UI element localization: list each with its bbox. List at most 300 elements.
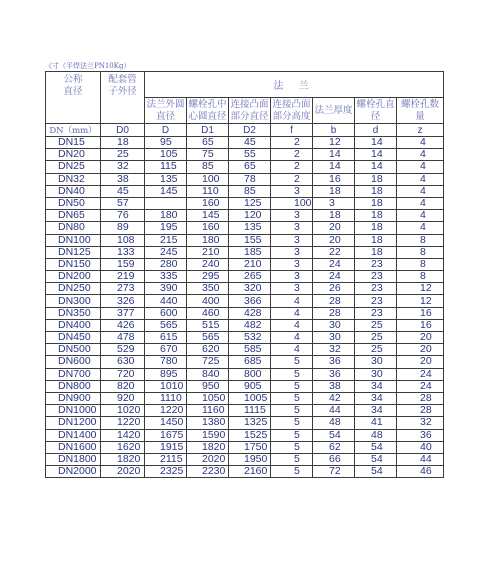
table-row [46,319,444,331]
table-cell: 1950 [229,453,271,465]
table-cell: 1115 [229,405,271,417]
table-cell: 32 [397,417,444,429]
table-cell: DN300 [46,295,101,307]
table-body [46,137,444,478]
table-cell: 326 [101,295,145,307]
table-cell: DN65 [46,210,101,222]
table-cell: 895 [145,368,187,380]
table-cell: 115 [145,161,187,173]
table-cell: 20 [313,234,355,246]
table-cell: 532 [229,332,271,344]
table-cell: 905 [229,380,271,392]
table-cell: 14 [313,149,355,161]
table-cell: 390 [145,283,187,295]
table-cell: 22 [313,246,355,258]
symbol-cell: D [145,124,187,137]
table-cell [145,197,187,209]
table-cell: DN20 [46,149,101,161]
table-cell: DN1400 [46,429,101,441]
table-cell: 3 [271,246,313,258]
table-row [46,466,444,478]
table-cell: 335 [145,271,187,283]
table-row [46,222,444,234]
table-cell: 2020 [187,453,229,465]
table-cell: 400 [187,295,229,307]
table-cell: 210 [187,246,229,258]
table-cell: 2020 [101,466,145,478]
header-bolt-circle-diameter: 螺栓孔中 心圆直径 [188,98,227,122]
table-cell: 30 [355,368,397,380]
table-cell: 24 [397,368,444,380]
table-cell: 30 [313,319,355,331]
table-cell: 3 [271,210,313,222]
table-row [46,271,444,283]
table-cell: 44 [313,405,355,417]
table-cell: 565 [187,332,229,344]
table-cell: DN1200 [46,417,101,429]
table-cell: 14 [355,137,397,149]
table-cell: 12 [397,295,444,307]
table-cell: 245 [145,246,187,258]
table-cell: 135 [229,222,271,234]
table-cell: 5 [271,368,313,380]
table-cell: 160 [187,222,229,234]
table-caption: 《寸（平焊法兰PN10Kg） [45,62,131,70]
flange-spec-table [45,71,444,478]
table-cell: 440 [145,295,187,307]
table-cell: DN40 [46,185,101,197]
table-cell: DN32 [46,173,101,185]
table-cell: 1020 [101,405,145,417]
table-cell: 38 [101,173,145,185]
symbol-row [46,124,444,137]
table-cell: 62 [313,441,355,453]
table-cell: 108 [101,234,145,246]
table-cell: 280 [145,258,187,270]
header-bolt-hole-diameter: 螺栓孔直 径 [356,98,395,122]
table-cell: 1820 [187,441,229,453]
table-row [46,210,444,222]
table-cell: 159 [101,258,145,270]
table-cell: 4 [397,210,444,222]
table-row [46,356,444,368]
table-cell: 18 [355,234,397,246]
table-cell: 57 [101,197,145,209]
table-cell: 273 [101,283,145,295]
table-cell: DN900 [46,392,101,404]
table-cell: 48 [355,429,397,441]
table-cell: 2 [271,137,313,149]
table-row [46,283,444,295]
table-cell: 89 [101,222,145,234]
table-row [46,149,444,161]
table-cell: 366 [229,295,271,307]
table-cell: 2 [271,149,313,161]
table-cell: 4 [397,185,444,197]
symbol-cell: D2 [229,124,271,137]
table-cell: 66 [313,453,355,465]
table-cell: DN700 [46,368,101,380]
table-cell: 28 [397,392,444,404]
table-cell: 1750 [229,441,271,453]
table-cell: 2160 [229,466,271,478]
table-cell: 135 [145,173,187,185]
table-cell: 2 [271,161,313,173]
table-cell: 630 [101,356,145,368]
table-cell: 4 [397,222,444,234]
table-cell: 1220 [145,405,187,417]
table-row [46,344,444,356]
table-cell: DN50 [46,197,101,209]
table-cell: DN350 [46,307,101,319]
table-cell: 54 [355,466,397,478]
table-cell: 18 [355,197,397,209]
symbol-cell: z [397,124,444,137]
table-cell: 160 [187,197,229,209]
table-cell: 55 [229,149,271,161]
table-cell: 75 [187,149,229,161]
table-cell: 5 [271,392,313,404]
header-flange: 法 兰 [145,72,444,98]
table-cell: 48 [313,417,355,429]
table-cell: 8 [397,234,444,246]
table-cell: 26 [313,283,355,295]
table-cell: DN600 [46,356,101,368]
table-cell: 18 [355,246,397,258]
table-cell: 14 [355,161,397,173]
table-cell: 100 [187,173,229,185]
table-cell: 28 [397,405,444,417]
table-cell: 4 [271,319,313,331]
symbol-cell: DN（mm） [46,124,101,137]
table-row [46,441,444,453]
table-cell: 16 [397,319,444,331]
table-cell: 2115 [145,453,187,465]
table-cell: 1590 [187,429,229,441]
table-cell: 219 [101,271,145,283]
table-cell: 1050 [187,392,229,404]
table-row [46,137,444,149]
table-cell: 1450 [145,417,187,429]
table-cell: 478 [101,332,145,344]
table-cell: 54 [355,453,397,465]
table-cell: 145 [145,185,187,197]
table-cell: 460 [187,307,229,319]
table-cell: DN150 [46,258,101,270]
table-cell: 2230 [187,466,229,478]
table-cell: 426 [101,319,145,331]
table-cell: 65 [187,137,229,149]
table-cell: 685 [229,356,271,368]
symbol-cell: d [355,124,397,137]
header-raised-face-diameter: 连接凸面 部分直径 [230,98,269,122]
table-cell: 36 [397,429,444,441]
table-cell: 840 [187,368,229,380]
table-cell: 1675 [145,429,187,441]
table-cell: 23 [355,283,397,295]
header-flange-thickness: 法兰厚度 [313,98,355,124]
table-cell: 20 [397,344,444,356]
header-raised-face-height: 连接凸面 部分高度 [272,98,311,122]
table-row [46,197,444,209]
table-cell: 18 [313,210,355,222]
table-cell: 3 [271,283,313,295]
table-cell: 72 [313,466,355,478]
table-cell: 1220 [101,417,145,429]
table-cell: 110 [187,185,229,197]
table-cell: DN125 [46,246,101,258]
table-cell: DN200 [46,271,101,283]
table-cell: 41 [355,417,397,429]
table-cell: 428 [229,307,271,319]
table-cell: DN450 [46,332,101,344]
table-cell: 23 [355,271,397,283]
table-cell: 377 [101,307,145,319]
table-cell: 8 [397,271,444,283]
table-cell: 34 [355,380,397,392]
table-cell: 4 [397,197,444,209]
table-cell: 24 [313,258,355,270]
table-cell: DN25 [46,161,101,173]
table-cell: 28 [313,295,355,307]
table-cell: 350 [187,283,229,295]
table-cell: 5 [271,405,313,417]
table-cell: 36 [313,368,355,380]
table-cell: 3 [271,271,313,283]
table-cell: 4 [397,161,444,173]
table-cell: 45 [101,185,145,197]
table-cell: 620 [187,344,229,356]
table-cell: 1010 [145,380,187,392]
table-cell: 25 [101,149,145,161]
table-cell: DN500 [46,344,101,356]
table-cell: 20 [397,332,444,344]
table-cell: DN100 [46,234,101,246]
table-cell: 320 [229,283,271,295]
table-cell: 42 [313,392,355,404]
table-cell: 5 [271,441,313,453]
table-cell: 820 [101,380,145,392]
table-cell: DN80 [46,222,101,234]
table-cell: DN15 [46,137,101,149]
table-row [46,307,444,319]
table-cell: 24 [397,380,444,392]
table-cell: 4 [397,149,444,161]
table-cell: 720 [101,368,145,380]
table-cell: DN1800 [46,453,101,465]
symbol-cell: D0 [101,124,145,137]
table-row [46,258,444,270]
table-cell: 210 [229,258,271,270]
table-cell: 4 [271,332,313,344]
table-row [46,246,444,258]
table-cell: 40 [397,441,444,453]
table-cell: 1820 [101,453,145,465]
table-row [46,453,444,465]
table-cell: 34 [355,405,397,417]
table-row [46,332,444,344]
table-row [46,161,444,173]
table-cell: 32 [313,344,355,356]
table-cell: 32 [101,161,145,173]
table-cell: 265 [229,271,271,283]
table-cell: 125 [229,197,271,209]
table-cell: 45 [229,137,271,149]
table-cell: 180 [145,210,187,222]
table-cell: 30 [355,356,397,368]
table-row [46,185,444,197]
table-cell: 1110 [145,392,187,404]
table-cell: 76 [101,210,145,222]
table-cell: 145 [187,210,229,222]
header-pipe-outer-diameter: 配套管 子外径 [101,72,145,124]
table-cell: 585 [229,344,271,356]
table-cell: DN2000 [46,466,101,478]
table-cell: 529 [101,344,145,356]
symbol-cell: f [271,124,313,137]
table-cell: 100 [271,197,313,209]
table-row [46,173,444,185]
table-cell: 4 [271,344,313,356]
table-cell: 4 [271,307,313,319]
table-cell: 5 [271,417,313,429]
table-cell: 3 [271,222,313,234]
table-cell: 18 [355,210,397,222]
table-cell: 1420 [101,429,145,441]
table-cell: 95 [145,137,187,149]
table-cell: 120 [229,210,271,222]
table-cell: 3 [313,197,355,209]
table-cell: 23 [355,307,397,319]
table-cell: 14 [313,161,355,173]
table-cell: DN1600 [46,441,101,453]
header-bolt-hole-count: 螺栓孔数 量 [397,98,444,124]
table-cell: 46 [397,466,444,478]
table-cell: 4 [271,295,313,307]
table-cell: 8 [397,246,444,258]
table-cell: 25 [355,319,397,331]
table-cell: 18 [313,185,355,197]
table-cell: 54 [313,429,355,441]
table-row [46,234,444,246]
table-cell: 105 [145,149,187,161]
table-cell: 5 [271,466,313,478]
table-cell: 3 [271,185,313,197]
table-cell: 3 [271,234,313,246]
table-cell: 482 [229,319,271,331]
table-row [46,392,444,404]
table-cell: 1915 [145,441,187,453]
table-cell: 1325 [229,417,271,429]
table-row [46,368,444,380]
table-cell: 515 [187,319,229,331]
table-cell: 565 [145,319,187,331]
table-cell: 78 [229,173,271,185]
table-cell: DN800 [46,380,101,392]
table-cell: DN250 [46,283,101,295]
table-cell: 240 [187,258,229,270]
table-cell: 16 [397,307,444,319]
table-row [46,405,444,417]
table-cell: 5 [271,380,313,392]
table-cell: 12 [397,283,444,295]
table-cell: 28 [313,307,355,319]
table-cell: 1005 [229,392,271,404]
table-cell: 185 [229,246,271,258]
table-cell: 65 [229,161,271,173]
table-cell: 18 [355,185,397,197]
table-cell: 670 [145,344,187,356]
table-cell: 215 [145,234,187,246]
table-cell: 2 [271,173,313,185]
table-cell: 20 [397,356,444,368]
table-cell: 38 [313,380,355,392]
table-cell: 25 [355,332,397,344]
table-cell: 195 [145,222,187,234]
table-cell: DN400 [46,319,101,331]
table-cell: 23 [355,295,397,307]
table-cell: 54 [355,441,397,453]
table-cell: 5 [271,429,313,441]
table-cell: 85 [229,185,271,197]
table-cell: 1525 [229,429,271,441]
table-cell: 18 [101,137,145,149]
table-cell: DN1000 [46,405,101,417]
table-cell: 1620 [101,441,145,453]
table-cell: 4 [397,173,444,185]
table-cell: 24 [313,271,355,283]
table-cell: 155 [229,234,271,246]
table-cell: 800 [229,368,271,380]
table-cell: 5 [271,356,313,368]
table-cell: 180 [187,234,229,246]
table-cell: 85 [187,161,229,173]
table-row [46,429,444,441]
header-flange-outer-diameter: 法兰外圆 直径 [146,98,185,122]
table-cell: 12 [313,137,355,149]
table-cell: 3 [271,258,313,270]
table-cell: 30 [313,332,355,344]
table-cell: 5 [271,453,313,465]
symbol-cell: D1 [187,124,229,137]
table-cell: 133 [101,246,145,258]
table-row [46,295,444,307]
table-cell: 34 [355,392,397,404]
table-cell: 1380 [187,417,229,429]
table-cell: 44 [397,453,444,465]
table-cell: 615 [145,332,187,344]
table-cell: 36 [313,356,355,368]
table-cell: 18 [355,222,397,234]
table-cell: 920 [101,392,145,404]
table-cell: 950 [187,380,229,392]
symbol-cell: b [313,124,355,137]
table-row [46,417,444,429]
table-cell: 1160 [187,405,229,417]
table-cell: 725 [187,356,229,368]
table-row [46,380,444,392]
table-cell: 8 [397,258,444,270]
table-cell: 16 [313,173,355,185]
header-nominal-diameter: 公称 直径 [46,72,101,124]
table-cell: 2325 [145,466,187,478]
table-cell: 780 [145,356,187,368]
table-cell: 25 [355,344,397,356]
table-cell: 14 [355,149,397,161]
table-cell: 20 [313,222,355,234]
table-cell: 295 [187,271,229,283]
table-cell: 600 [145,307,187,319]
